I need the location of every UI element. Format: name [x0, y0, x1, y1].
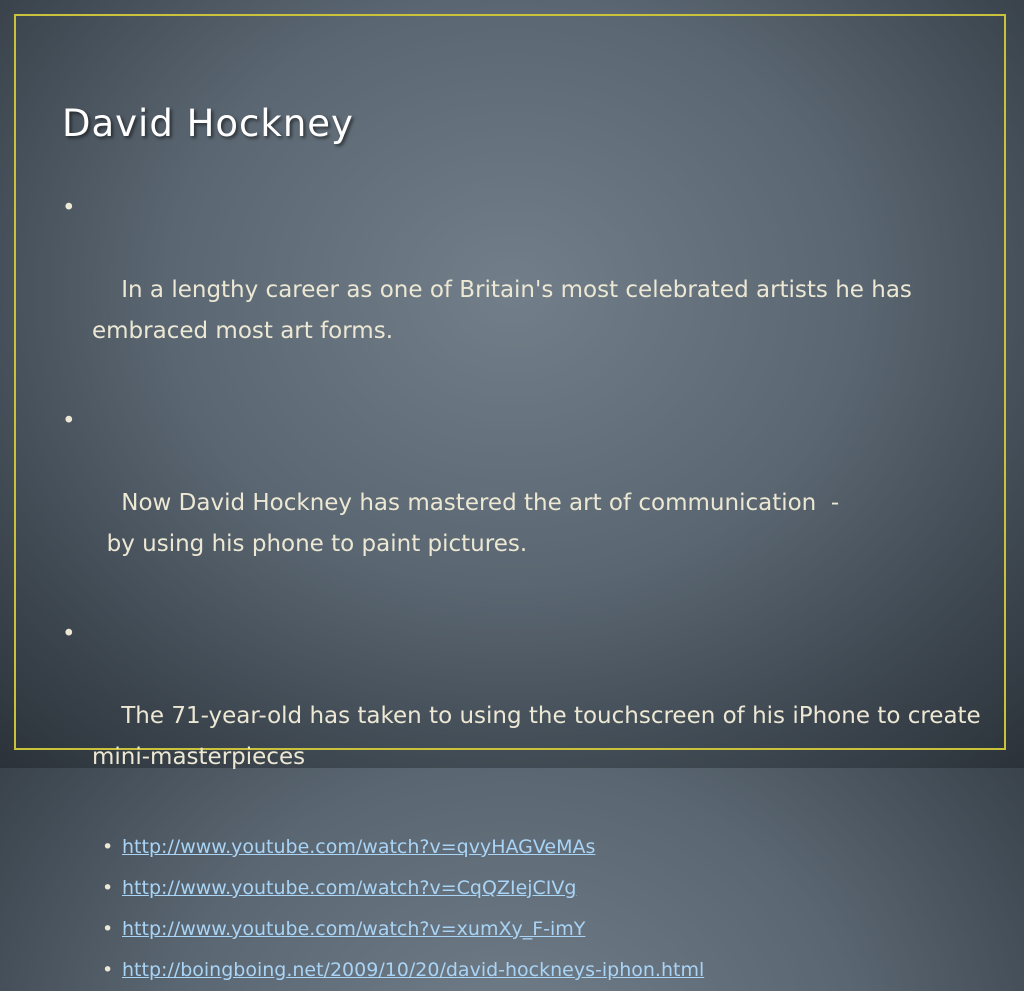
bullet-dot-icon: • — [102, 877, 114, 899]
bullet-item — [62, 401, 982, 606]
boingboing-link[interactable]: http://boingboing.net/2009/10/20/david-hockneys-iphon.html — [122, 959, 705, 981]
youtube-link-3[interactable]: http://www.youtube.com/watch?v=xumXy_F-imY — [122, 918, 586, 940]
bullet-dot-icon: • — [62, 408, 76, 434]
bullet-item — [62, 188, 982, 393]
link-item — [62, 827, 982, 868]
youtube-link-2[interactable]: http://www.youtube.com/watch?v=CqQZIejCIVg — [122, 877, 577, 899]
link-item — [62, 909, 982, 950]
bullet-dot-icon: • — [102, 836, 114, 858]
bullet-text: The 71-year-old has taken to using the touchscreen of his iPhone to create mini-masterpieces — [92, 703, 989, 770]
link-item — [62, 868, 982, 909]
bullet-dot-icon: • — [62, 621, 76, 647]
link-item — [62, 950, 982, 991]
youtube-link-1[interactable]: http://www.youtube.com/watch?v=qvyHAGVeMAs — [122, 836, 596, 858]
bullet-item — [62, 614, 989, 819]
link-list — [62, 827, 982, 991]
bullet-text: In a lengthy career as one of Britain's most celebrated artists he has embraced most art forms. — [92, 277, 920, 344]
bullet-dot-icon: • — [62, 195, 76, 221]
slide-content — [62, 188, 989, 991]
slide-title: David Hockney — [62, 102, 354, 145]
bullet-text: Now David Hockney has mastered the art of communication - by using his phone to paint pictures. — [106, 490, 840, 557]
bullet-dot-icon: • — [102, 959, 114, 981]
bullet-dot-icon: • — [102, 918, 114, 940]
